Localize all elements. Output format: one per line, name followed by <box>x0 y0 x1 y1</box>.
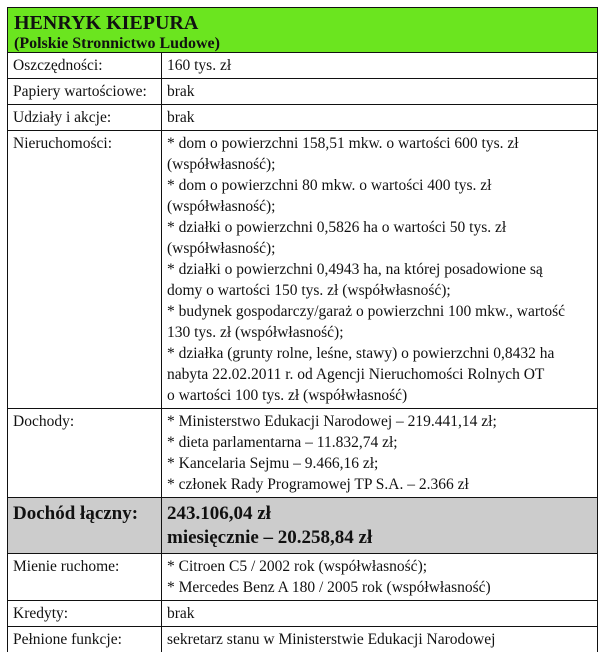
row-value <box>162 105 598 131</box>
value-line: nabyta 22.02.2011 r. od Agencji Nieruchomości Rolnych OT <box>167 364 592 385</box>
table-row <box>8 554 598 601</box>
asset-table <box>7 52 598 652</box>
value-line: brak <box>167 107 592 128</box>
value-line: * działka (grunty rolne, leśne, stawy) o powierzchni 0,8432 ha <box>167 343 592 364</box>
value-line: (współwłasność); <box>167 196 592 217</box>
value-line: brak <box>167 603 592 624</box>
declaration-sheet <box>7 7 598 652</box>
table-row <box>8 498 598 554</box>
row-label: Mienie ruchome: <box>8 554 162 601</box>
table-row <box>8 627 598 652</box>
header-banner <box>7 7 598 52</box>
value-line: * budynek gospodarczy/garaż o powierzchni 100 mkw., wartość <box>167 301 592 322</box>
row-value <box>162 79 598 105</box>
row-label: Nieruchomości: <box>8 131 162 409</box>
value-line: * Ministerstwo Edukacji Narodowej – 219.441,14 zł; <box>167 411 592 432</box>
value-line: 130 tys. zł (współwłasność); <box>167 322 592 343</box>
value-line: * dom o powierzchni 158,51 mkw. o wartości 600 tys. zł <box>167 133 592 154</box>
table-row <box>8 409 598 498</box>
party-name: (Polskie Stronnictwo Ludowe) <box>14 34 591 54</box>
person-name: HENRYK KIEPURA <box>14 12 591 34</box>
value-line: * działki o powierzchni 0,5826 ha o wartości 50 tys. zł <box>167 217 592 238</box>
value-line: * Citroen C5 / 2002 rok (współwłasność); <box>167 556 592 577</box>
value-line: miesięcznie – 20.258,84 zł <box>167 526 592 550</box>
table-row <box>8 79 598 105</box>
row-value <box>162 627 598 652</box>
value-line: domy o wartości 150 tys. zł (współwłasność); <box>167 280 592 301</box>
value-line: * Mercedes Benz A 180 / 2005 rok (współwłasność) <box>167 577 592 598</box>
value-line: * dom o powierzchni 80 mkw. o wartości 400 tys. zł <box>167 175 592 196</box>
value-line: sekretarz stanu w Ministerstwie Edukacji Narodowej <box>167 629 592 650</box>
value-line: brak <box>167 81 592 102</box>
row-value <box>162 554 598 601</box>
row-value <box>162 53 598 79</box>
table-row <box>8 601 598 627</box>
row-label: Oszczędności: <box>8 53 162 79</box>
row-label: Pełnione funkcje: <box>8 627 162 652</box>
value-line: 160 tys. zł <box>167 55 592 76</box>
row-value <box>162 131 598 409</box>
value-line: * Kancelaria Sejmu – 9.466,16 zł; <box>167 453 592 474</box>
table-row <box>8 105 598 131</box>
value-line: * dieta parlamentarna – 11.832,74 zł; <box>167 432 592 453</box>
value-line: (współwłasność); <box>167 238 592 259</box>
value-line: * członek Rady Programowej TP S.A. – 2.366 zł <box>167 474 592 495</box>
row-label: Dochody: <box>8 409 162 498</box>
value-line: * działki o powierzchni 0,4943 ha, na której posadowione są <box>167 259 592 280</box>
row-value <box>162 409 598 498</box>
value-line: o wartości 100 tys. zł (współwłasność) <box>167 385 592 406</box>
row-value <box>162 498 598 554</box>
row-label: Papiery wartościowe: <box>8 79 162 105</box>
row-value <box>162 601 598 627</box>
value-line: 243.106,04 zł <box>167 502 592 526</box>
table-row <box>8 53 598 79</box>
table-row <box>8 131 598 409</box>
row-label: Kredyty: <box>8 601 162 627</box>
value-line: (współwłasność); <box>167 154 592 175</box>
row-label: Dochód łączny: <box>8 498 162 554</box>
row-label: Udziały i akcje: <box>8 105 162 131</box>
